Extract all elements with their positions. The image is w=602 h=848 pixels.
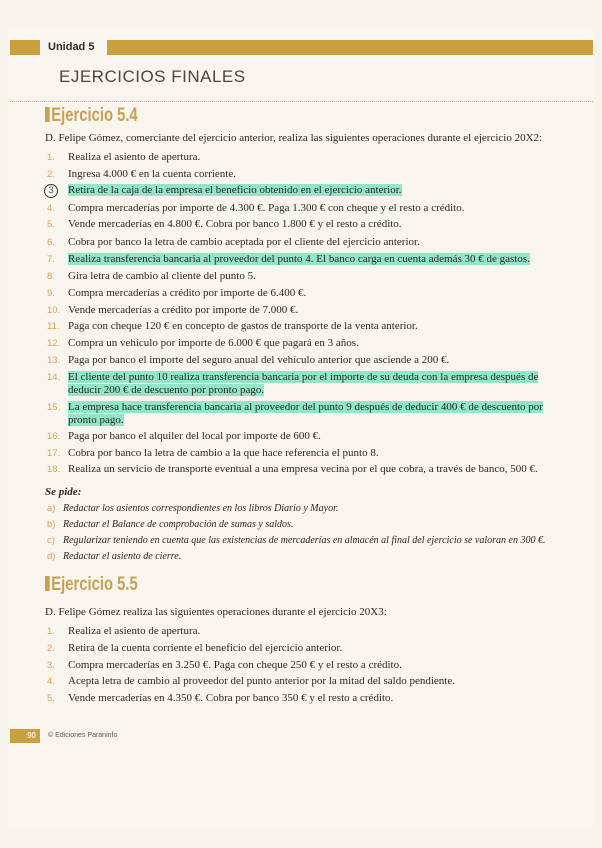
item-number: 4. bbox=[47, 203, 55, 214]
item-number: 16. bbox=[47, 431, 61, 442]
item-text bbox=[68, 168, 558, 181]
text: Gira letra de cambio al cliente del punto 5. bbox=[68, 270, 256, 282]
text: Compra un vehículo por importe de 6.000 € que pagará en 3 años. bbox=[68, 337, 359, 349]
exercise-5-5-intro: D. Felipe Gómez realiza las siguientes operaciones durante el ejercicio 20X3: bbox=[45, 606, 387, 618]
text: Vende mercaderías en 4.350 €. Cobra por banco 350 € y el resto a crédito. bbox=[68, 692, 394, 704]
heading-marker-icon bbox=[45, 107, 50, 122]
text: Redactar los asientos correspondientes en los libros Diario y Mayor. bbox=[63, 503, 339, 514]
item-number: a) bbox=[47, 503, 56, 514]
divider bbox=[10, 101, 593, 102]
page-title: EJERCICIOS FINALES bbox=[59, 67, 246, 86]
text: Paga por banco el alquiler del local por importe de 600 €. bbox=[68, 430, 321, 442]
item-number: 5. bbox=[47, 219, 55, 230]
item-text bbox=[68, 401, 558, 427]
text: Acepta letra de cambio al proveedor del punto anterior por la mitad del saldo pendiente. bbox=[68, 675, 455, 687]
item-number: 7. bbox=[47, 254, 55, 265]
item-number: 8. bbox=[47, 271, 55, 282]
item-text bbox=[68, 430, 558, 443]
text: Realiza el asiento de apertura. bbox=[68, 625, 201, 637]
text: Regularizar teniendo en cuenta que las existencias de mercaderías en almacén al final del ejercicio se valoran en 300 €. bbox=[63, 535, 546, 546]
unit-label: Unidad 5 bbox=[40, 40, 107, 55]
highlighted-text: La empresa hace transferencia bancaria al proveedor del punto 9 después de deducir 400 € de descuento por pronto pago. bbox=[68, 401, 543, 426]
item-number: 2. bbox=[47, 643, 55, 654]
text: Vende mercaderías a crédito por importe de 7.000 €. bbox=[68, 304, 299, 316]
item-text bbox=[68, 354, 558, 367]
item-text bbox=[68, 270, 558, 283]
item-text bbox=[68, 337, 558, 350]
text: Compra mercaderías por importe de 4.300 €. Paga 1.300 € con cheque y el resto a crédito. bbox=[68, 202, 465, 214]
item-number: 6. bbox=[47, 237, 55, 248]
exercise-5-4-intro: D. Felipe Gómez, comerciante del ejercicio anterior, realiza las siguientes operaciones durante el ejercicio 20X2: bbox=[45, 132, 543, 144]
item-number: 5. bbox=[47, 693, 55, 704]
text: Retira de la cuenta corriente el beneficio del ejercicio anterior. bbox=[68, 642, 343, 654]
page-number: 90 bbox=[10, 729, 40, 743]
item-number: b) bbox=[47, 519, 56, 530]
item-text bbox=[68, 371, 558, 397]
item-text bbox=[68, 236, 558, 249]
item-number: d) bbox=[47, 551, 56, 562]
item-text bbox=[68, 642, 558, 655]
item-number: 18. bbox=[47, 464, 61, 475]
item-text bbox=[68, 320, 558, 333]
item-text bbox=[63, 519, 293, 530]
text: Ingresa 4.000 € en la cuenta corriente. bbox=[68, 168, 236, 180]
text: Realiza un servicio de transporte eventual a una empresa vecina por el que cobra, a través de banco, 500 €. bbox=[68, 463, 538, 475]
se-pide-label: Se pide: bbox=[45, 486, 82, 498]
item-text bbox=[68, 659, 558, 672]
text: Redactar el Balance de comprobación de sumas y saldos. bbox=[63, 519, 294, 530]
item-number: c) bbox=[47, 535, 55, 546]
heading-marker-icon bbox=[45, 576, 50, 591]
text: Paga con cheque 120 € en concepto de gastos de transporte de la venta anterior. bbox=[68, 320, 418, 332]
exercise-5-5-heading bbox=[45, 574, 138, 596]
item-number: 15. bbox=[47, 402, 61, 413]
highlighted-text: Retira de la caja de la empresa el beneficio obtenido en el ejercicio anterior. bbox=[68, 184, 402, 196]
item-number: 9. bbox=[47, 288, 55, 299]
item-text bbox=[68, 692, 558, 705]
item-text bbox=[63, 551, 181, 562]
item-text bbox=[68, 253, 558, 266]
item-number: 13. bbox=[47, 355, 61, 366]
item-number: 1. bbox=[47, 152, 55, 163]
publisher: © Ediciones Paraninfo bbox=[48, 732, 118, 739]
item-number: 4. bbox=[47, 676, 55, 687]
item-number: 2. bbox=[47, 169, 55, 180]
highlighted-text: Realiza transferencia bancaria al proveedor del punto 4. El banco carga en cuenta además 30 € de gastos. bbox=[68, 253, 530, 265]
item-number: 3 bbox=[44, 184, 58, 198]
item-number: 14. bbox=[47, 372, 61, 383]
text: Paga por banco el importe del seguro anual del vehículo anterior que asciende a 200 €. bbox=[68, 354, 450, 366]
item-text bbox=[68, 447, 558, 460]
item-text bbox=[68, 202, 558, 215]
item-text bbox=[68, 675, 558, 688]
exercise-5-4-heading bbox=[45, 105, 138, 127]
text: Redactar el asiento de cierre. bbox=[63, 551, 182, 562]
item-text bbox=[68, 463, 558, 476]
text: Cobra por banco la letra de cambio aceptada por el cliente del ejercicio anterior. bbox=[68, 236, 420, 248]
text: Compra mercaderías en 3.250 €. Paga con cheque 250 € y el resto a crédito. bbox=[68, 659, 402, 671]
item-number: 17. bbox=[47, 448, 61, 459]
item-text bbox=[68, 151, 558, 164]
item-number: 3. bbox=[47, 660, 55, 671]
item-text bbox=[68, 625, 558, 638]
item-text bbox=[68, 218, 558, 231]
heading-text: Ejercicio 5.5 bbox=[51, 574, 138, 595]
item-number: 12. bbox=[47, 338, 61, 349]
item-text bbox=[68, 304, 558, 317]
item-text bbox=[68, 184, 558, 197]
item-text bbox=[63, 503, 338, 514]
text: Compra mercaderías a crédito por importe de 6.400 €. bbox=[68, 287, 307, 299]
item-number: 10. bbox=[47, 305, 61, 316]
item-number: 1. bbox=[47, 626, 55, 637]
item-text bbox=[68, 287, 558, 300]
page bbox=[8, 28, 594, 828]
heading-text: Ejercicio 5.4 bbox=[51, 105, 138, 126]
item-number: 11. bbox=[47, 321, 60, 332]
text: Vende mercaderías en 4.800 €. Cobra por banco 1.800 € y el resto a crédito. bbox=[68, 218, 402, 230]
item-text bbox=[63, 535, 545, 546]
text: Cobra por banco la letra de cambio a la que hace referencia el punto 8. bbox=[68, 447, 379, 459]
highlighted-text: El cliente del punto 10 realiza transferencia bancaria por el importe de su deuda con la empresa después de deducir 200 € de descuento por pronto pago. bbox=[68, 371, 539, 396]
text: Realiza el asiento de apertura. bbox=[68, 151, 201, 163]
